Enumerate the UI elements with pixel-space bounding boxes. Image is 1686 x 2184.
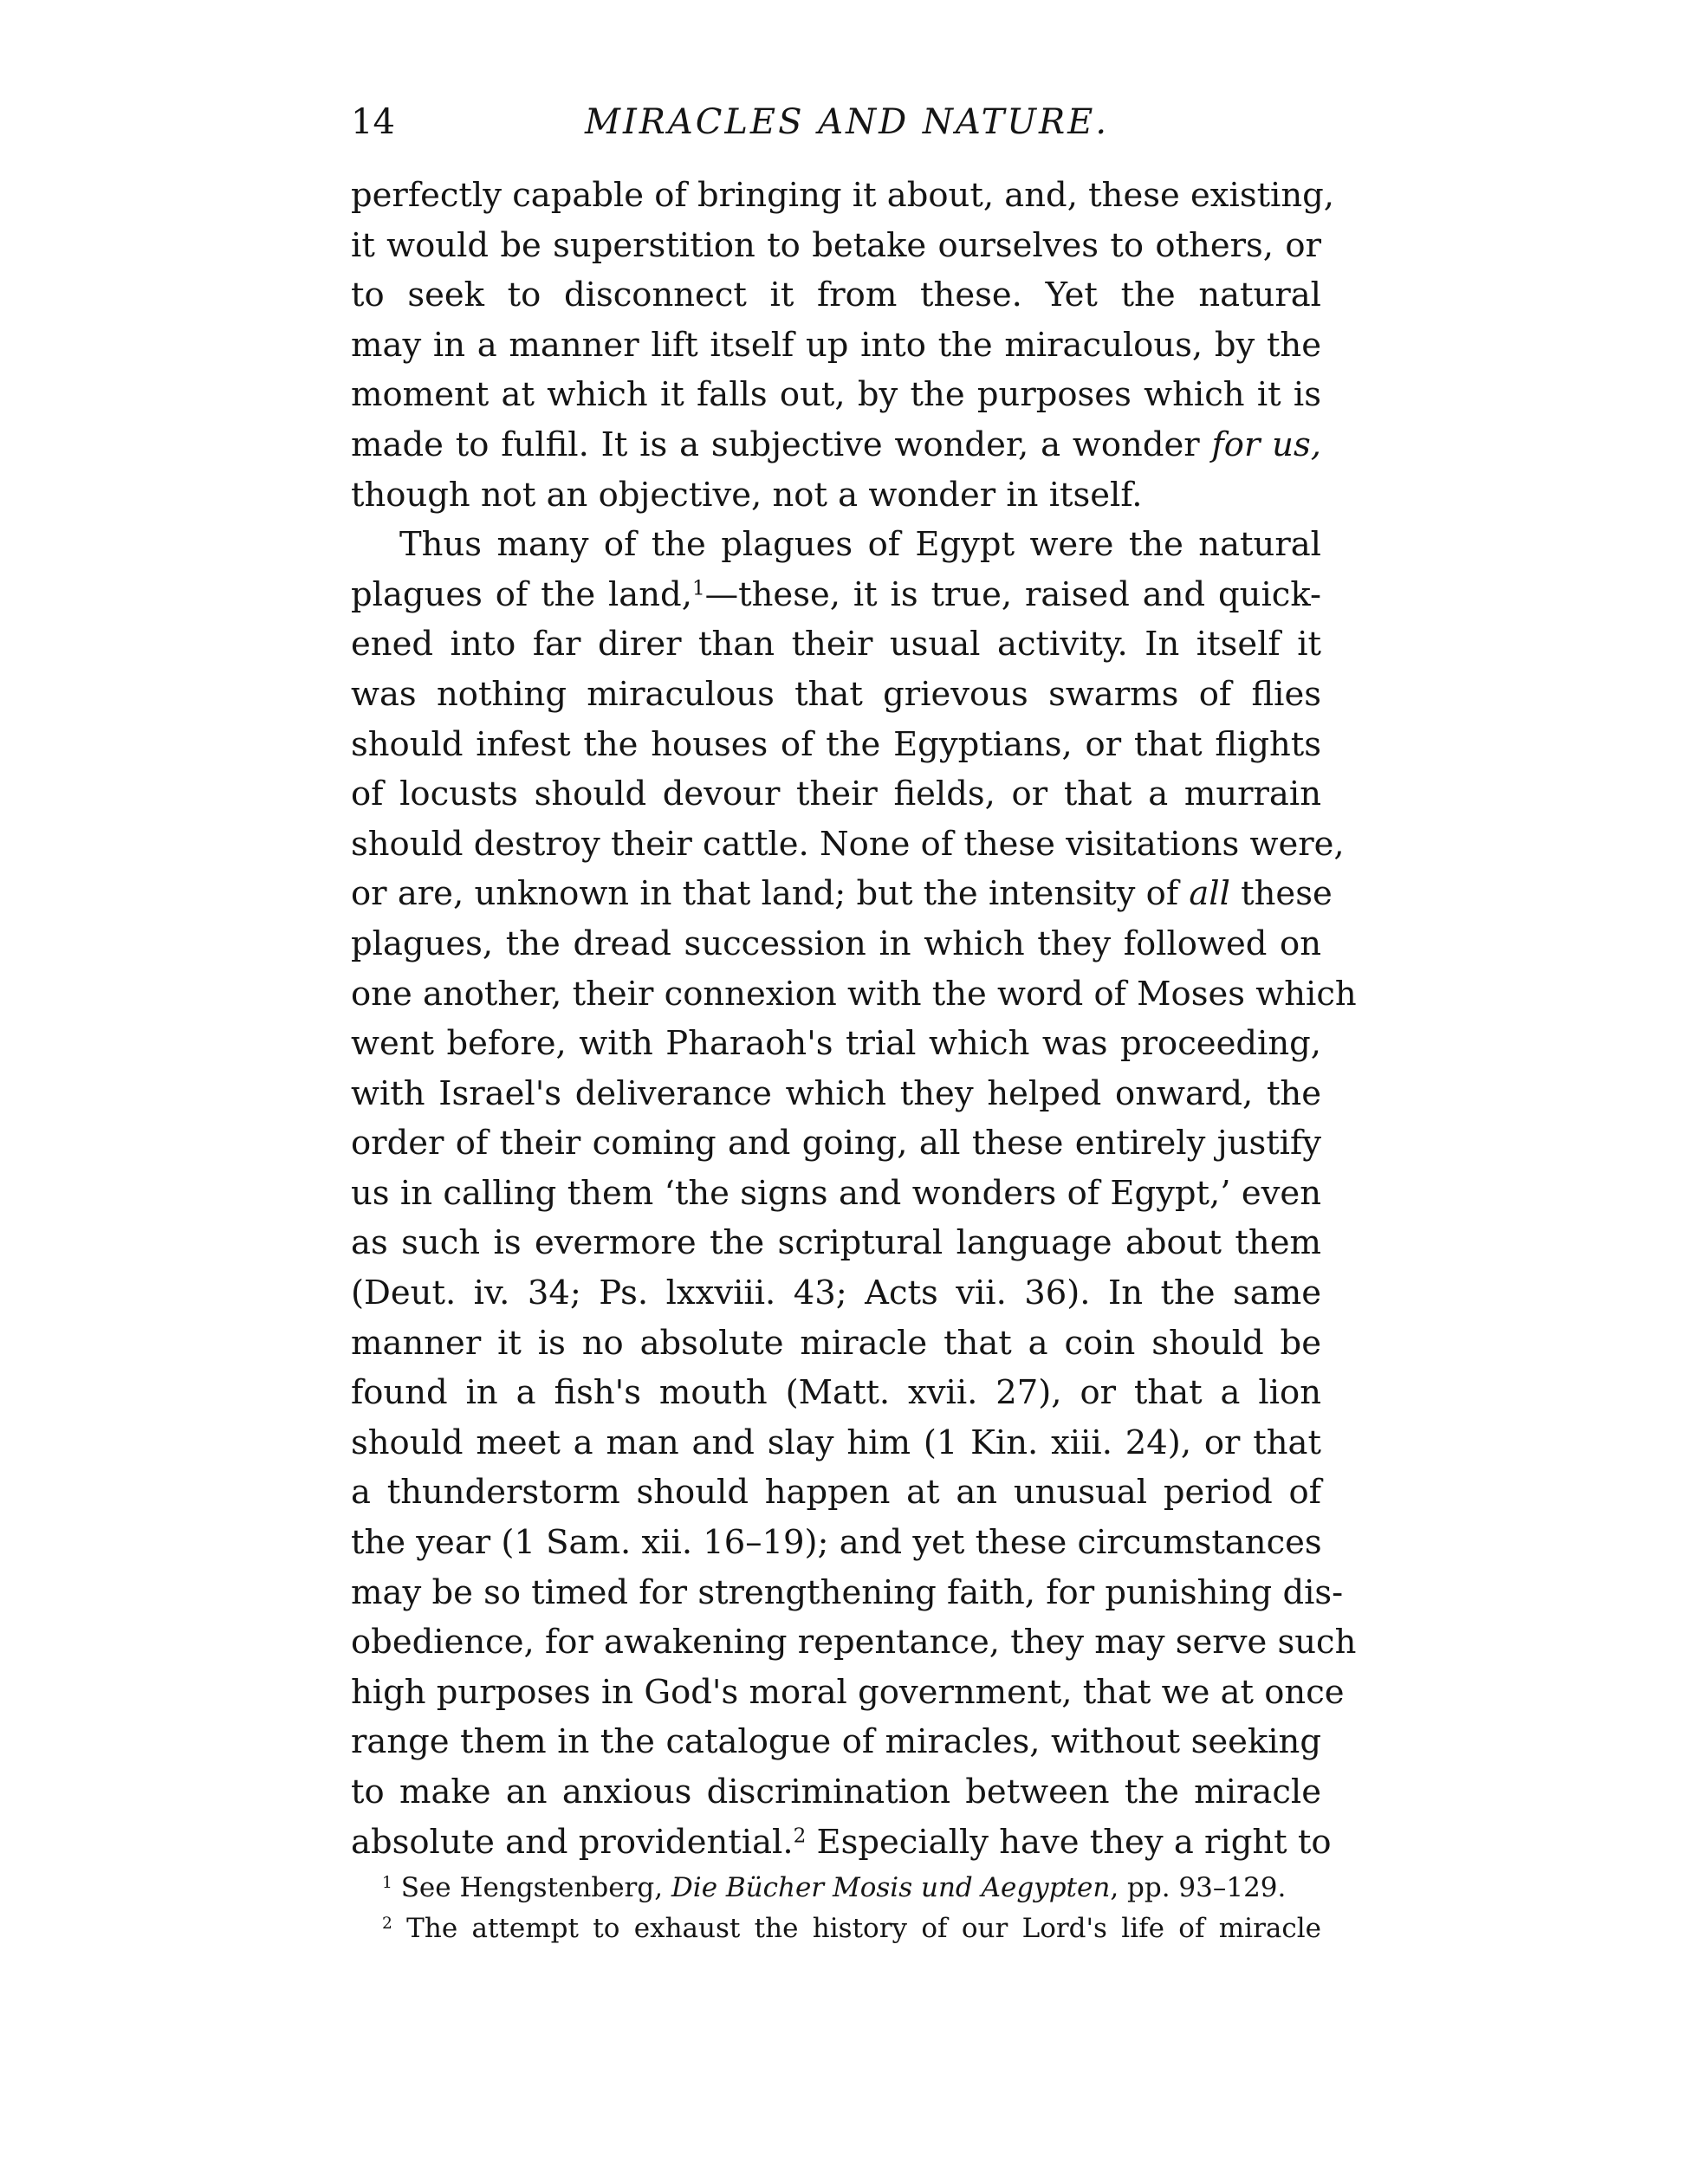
text-run: made to fulfil. It is a subjective wonder, a wonder	[351, 424, 1212, 464]
text-line: should infest the houses of the Egyptians, or that flights	[351, 724, 1321, 764]
running-head: MIRACLES AND NATURE.	[585, 102, 1110, 142]
text-line: (Deut. iv. 34; Ps. lxxviii. 43; Acts vii. 36). In the same	[351, 1273, 1321, 1313]
text-line: should meet a man and slay him (1 Kin. xiii. 24), or that	[351, 1423, 1321, 1462]
text-line: was nothing miraculous that grievous swarms of flies	[351, 674, 1321, 714]
page-number: 14	[351, 102, 395, 142]
text-line: plagues, the dread succession in which they followed on	[351, 924, 1321, 963]
page-header	[351, 96, 1321, 148]
text-line: perfectly capable of bringing it about, and, these existing,	[351, 176, 1335, 215]
text-run: or are, unknown in that land; but the intensity of	[351, 874, 1190, 914]
text-line: range them in the catalogue of miracles, without seeking	[351, 1722, 1321, 1762]
text-line: the year (1 Sam. xii. 16–19); and yet these circumstances	[351, 1523, 1322, 1563]
text-run: these	[1229, 874, 1333, 914]
text-line: ened into far direr than their usual activity. In itself it	[351, 625, 1321, 664]
footnote-ref: 2	[793, 1824, 807, 1847]
text-line	[351, 869, 1333, 919]
footnote-1	[351, 1868, 1321, 1909]
text-line: found in a fish's mouth (Matt. xvii. 27), or that a lion	[351, 1373, 1321, 1413]
text-line: may be so timed for strengthening faith, for punishing dis-	[351, 1572, 1344, 1612]
text-line: of locusts should devour their fields, or that a murrain	[351, 774, 1321, 814]
text-run: absolute and providential.	[351, 1822, 794, 1862]
text-line: manner it is no absolute miracle that a coin should be	[351, 1323, 1321, 1363]
footnote-text: See Hengstenberg,	[392, 1872, 671, 1903]
emphasis: for us,	[1211, 424, 1321, 464]
text-line: us in calling them ‘the signs and wonders of Egypt,’ even	[351, 1173, 1321, 1213]
footnote-marker: 2	[382, 1914, 392, 1933]
text-line: high purposes in God's moral government, that we at once	[351, 1672, 1345, 1712]
text-line	[351, 420, 1321, 470]
text-run: —these, it is true, raised and quick-	[704, 574, 1321, 614]
text-line: to seek to disconnect it from these. Yet the natural	[351, 275, 1321, 315]
text-line: with Israel's deliverance which they helped onward, the	[351, 1073, 1321, 1113]
footnote-marker: 1	[382, 1873, 392, 1892]
text-line: moment at which it falls out, by the purposes which it is	[351, 375, 1321, 415]
text-line: order of their coming and going, all these entirely justify	[351, 1124, 1321, 1163]
footnote-text: , pp. 93–129.	[1110, 1872, 1287, 1903]
emphasis: all	[1189, 874, 1230, 914]
text-line: obedience, for awakening repentance, they may serve such	[351, 1623, 1357, 1662]
footnote-text: The attempt to exhaust the history of our Lord's life of miracle	[392, 1913, 1321, 1944]
text-line	[351, 1818, 1332, 1868]
text-line: should destroy their cattle. None of these visitations were,	[351, 824, 1345, 864]
footnote-ref: 1	[691, 577, 705, 600]
text-line: went before, with Pharaoh's trial which was proceeding,	[351, 1024, 1321, 1064]
text-line: may in a manner lift itself up into the miraculous, by the	[351, 325, 1321, 365]
text-run: plagues of the land,	[351, 574, 692, 614]
text-line: one another, their connexion with the word of Moses which	[351, 974, 1357, 1014]
footnotes	[351, 1868, 1321, 1949]
body-text	[351, 171, 1357, 1867]
text-run: Especially have they a right to	[806, 1822, 1332, 1862]
text-line: as such is evermore the scriptural language about them	[351, 1223, 1321, 1263]
text-line	[351, 570, 1321, 620]
footnote-title: Die Bücher Mosis und Aegypten	[671, 1872, 1111, 1903]
text-line: though not an objective, not a wonder in itself.	[351, 475, 1143, 515]
text-line: it would be superstition to betake ourselves to others, or	[351, 225, 1321, 265]
footnote-2	[351, 1909, 1321, 1949]
text-line: Thus many of the plagues of Egypt were the natural	[399, 525, 1321, 565]
text-line: a thunderstorm should happen at an unusual period of	[351, 1473, 1321, 1513]
text-line: to make an anxious discrimination between the miracle	[351, 1772, 1321, 1811]
